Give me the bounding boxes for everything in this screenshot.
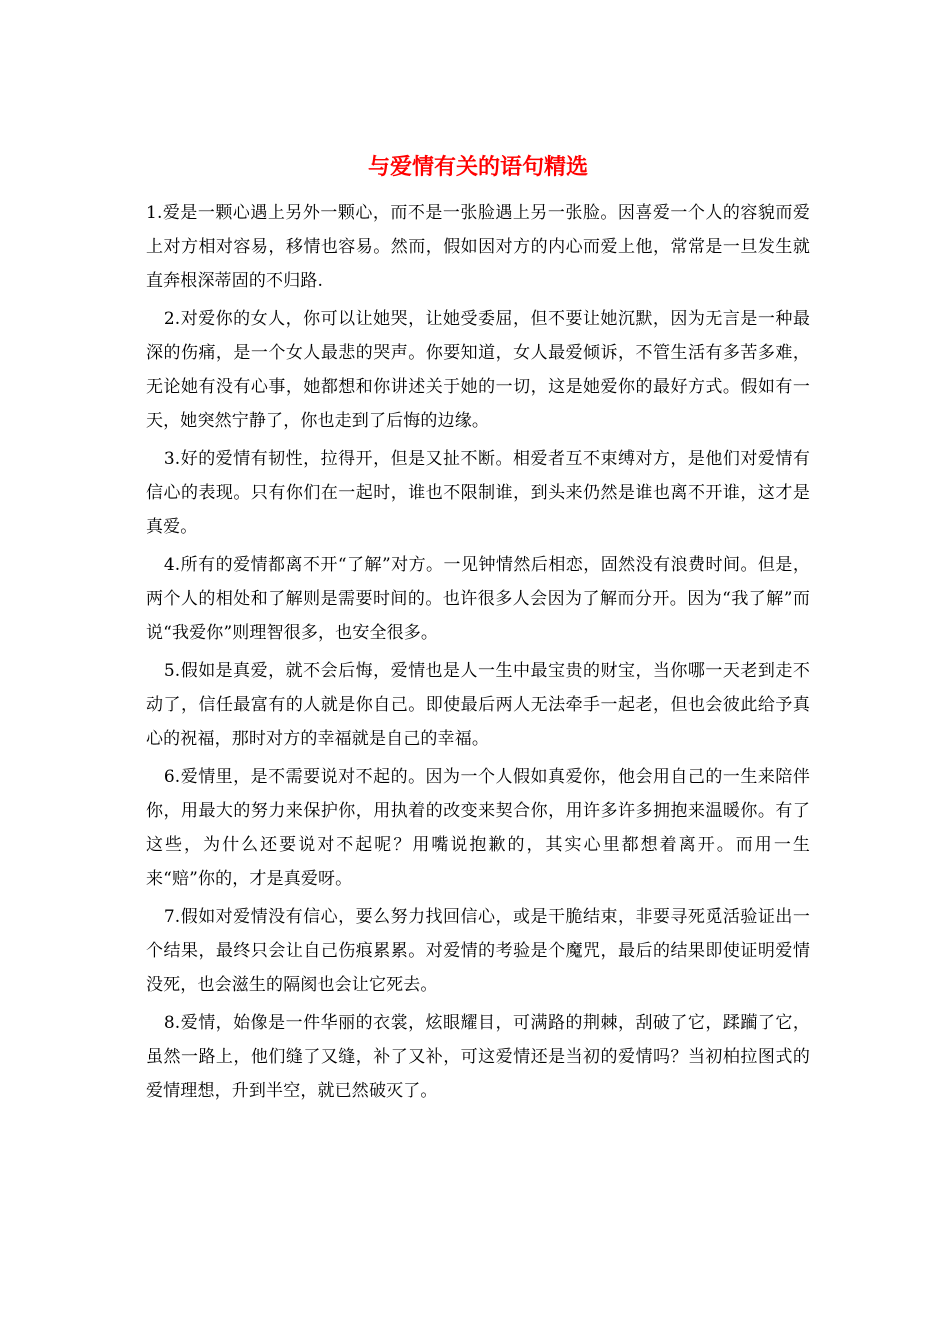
document-page <box>146 148 810 1112</box>
document-title: 与爱情有关的语句精选 <box>367 155 588 180</box>
paragraph-4: 4.所有的爱情都离不开“了解”对方。一见钟情然后相恋，固然没有浪费时间。但是，两个人的相处和了解则是需要时间的。也许很多人会因为了解而分开。因为“我了解”而说“我爱你”则理智很多，也安全很多。 <box>146 555 810 643</box>
paragraph-7: 7.假如对爱情没有信心，要么努力找回信心，或是干脆结束，非要寻死觅活验证出一个结果，最终只会让自己伤痕累累。对爱情的考验是个魔咒，最后的结果即使证明爱情没死，也会滋生的隔阂也会让它死去。 <box>146 907 810 995</box>
paragraph-2: 2.对爱你的女人，你可以让她哭，让她受委屈，但不要让她沉默，因为无言是一种最深的伤痛，是一个女人最悲的哭声。你要知道，女人最爱倾诉，不管生活有多苦多难，无论她有没有心事，她都想和你讲述关于她的一切，这是她爱你的最好方式。假如有一天，她突然宁静了，你也走到了后悔的边缘。 <box>146 309 810 431</box>
paragraph-5: 5.假如是真爱，就不会后悔，爱情也是人一生中最宝贵的财宝，当你哪一天老到走不动了，信任最富有的人就是你自己。即使最后两人无法牵手一起老，但也会彼此给予真心的祝福，那时对方的幸福就是自己的幸福。 <box>146 661 810 749</box>
paragraph-6: 6.爱情里，是不需要说对不起的。因为一个人假如真爱你，他会用自己的一生来陪伴你，用最大的努力来保护你，用执着的改变来契合你，用许多许多拥抱来温暖你。有了这些，为什么还要说对不起呢？用嘴说抱歉的，其实心里都想着离开。而用一生来“赔”你的，才是真爱呀。 <box>146 767 810 889</box>
paragraph-8: 8.爱情，始像是一件华丽的衣裳，炫眼耀目，可满路的荆棘，刮破了它，蹂躏了它，虽然一路上，他们缝了又缝，补了又补，可这爱情还是当初的爱情吗？当初柏拉图式的爱情理想，升到半空，就已然破灭了。 <box>146 1013 810 1101</box>
paragraph-3: 3.好的爱情有韧性，拉得开，但是又扯不断。相爱者互不束缚对方，是他们对爱情有信心的表现。只有你们在一起时，谁也不限制谁，到头来仍然是谁也离不开谁，这才是真爱。 <box>146 449 810 537</box>
paragraph-1: 1.爱是一颗心遇上另外一颗心，而不是一张脸遇上另一张脸。因喜爱一个人的容貌而爱上对方相对容易，移情也容易。然而，假如因对方的内心而爱上他，常常是一旦发生就直奔根深蒂固的不归路. <box>146 203 810 291</box>
